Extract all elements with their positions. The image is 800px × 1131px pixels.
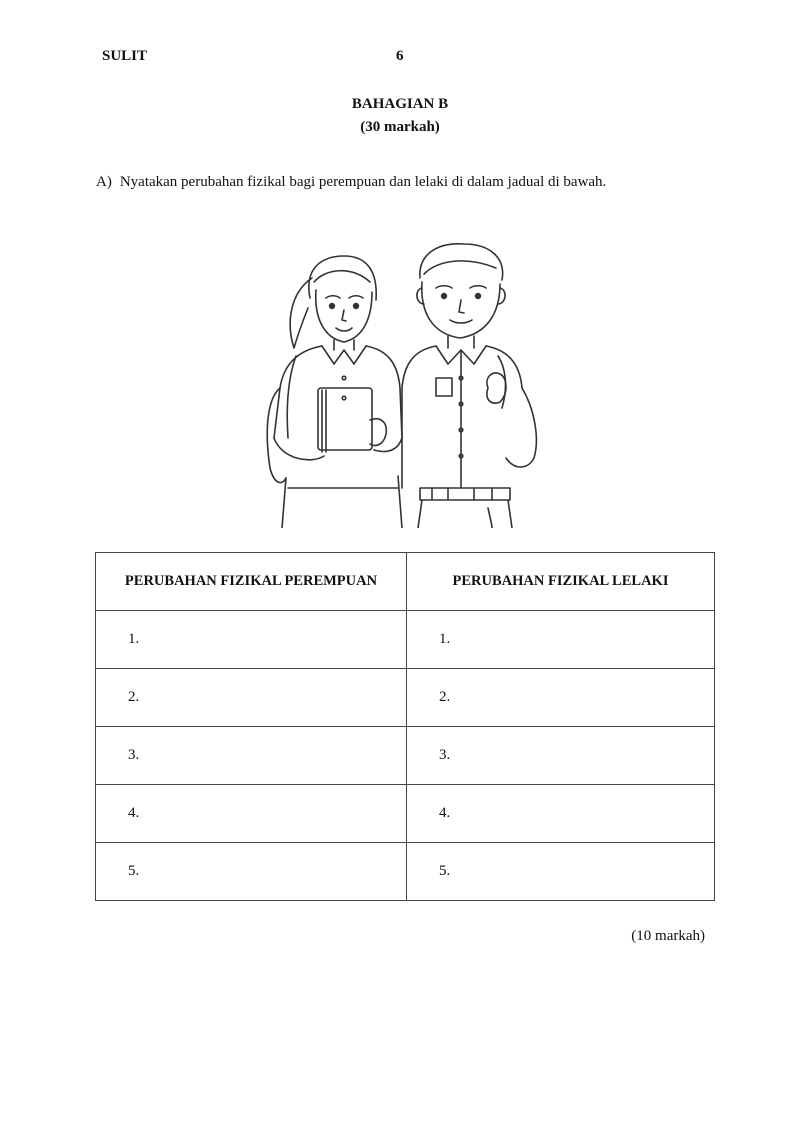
answer-cell-perempuan-1[interactable]: 1. [96,611,407,669]
question-marks: (10 markah) [631,928,705,944]
table-row [96,785,715,843]
answer-cell-lelaki-3[interactable]: 3. [407,727,715,785]
header-perempuan: PERUBAHAN FIZIKAL PEREMPUAN [96,553,407,611]
answer-cell-lelaki-1[interactable]: 1. [407,611,715,669]
question-text: Nyatakan perubahan fizikal bagi perempuan dan lelaki di dalam jadual di bawah. [119,174,607,190]
table-row [96,611,715,669]
answer-cell-perempuan-5[interactable]: 5. [96,843,407,901]
answer-cell-perempuan-3[interactable]: 3. [96,727,407,785]
boy-figure [402,244,536,528]
section-title: BAHAGIAN B [351,96,449,112]
question-label: A) [96,174,112,190]
answer-cell-lelaki-5[interactable]: 5. [407,843,715,901]
girl-figure [267,256,402,528]
table-row [96,669,715,727]
answer-cell-perempuan-4[interactable]: 4. [96,785,407,843]
answer-cell-perempuan-2[interactable]: 2. [96,669,407,727]
page-number: 6 [396,48,404,64]
answer-cell-lelaki-4[interactable]: 4. [407,785,715,843]
table-header-row [96,553,715,611]
answer-table [95,552,715,901]
students-illustration [252,238,548,528]
header-lelaki: PERUBAHAN FIZIKAL LELAKI [407,553,715,611]
question-a [96,174,606,191]
header-label: SULIT [102,48,148,64]
table-row [96,727,715,785]
table-row [96,843,715,901]
answer-cell-lelaki-2[interactable]: 2. [407,669,715,727]
section-marks: (30 markah) [360,119,440,135]
